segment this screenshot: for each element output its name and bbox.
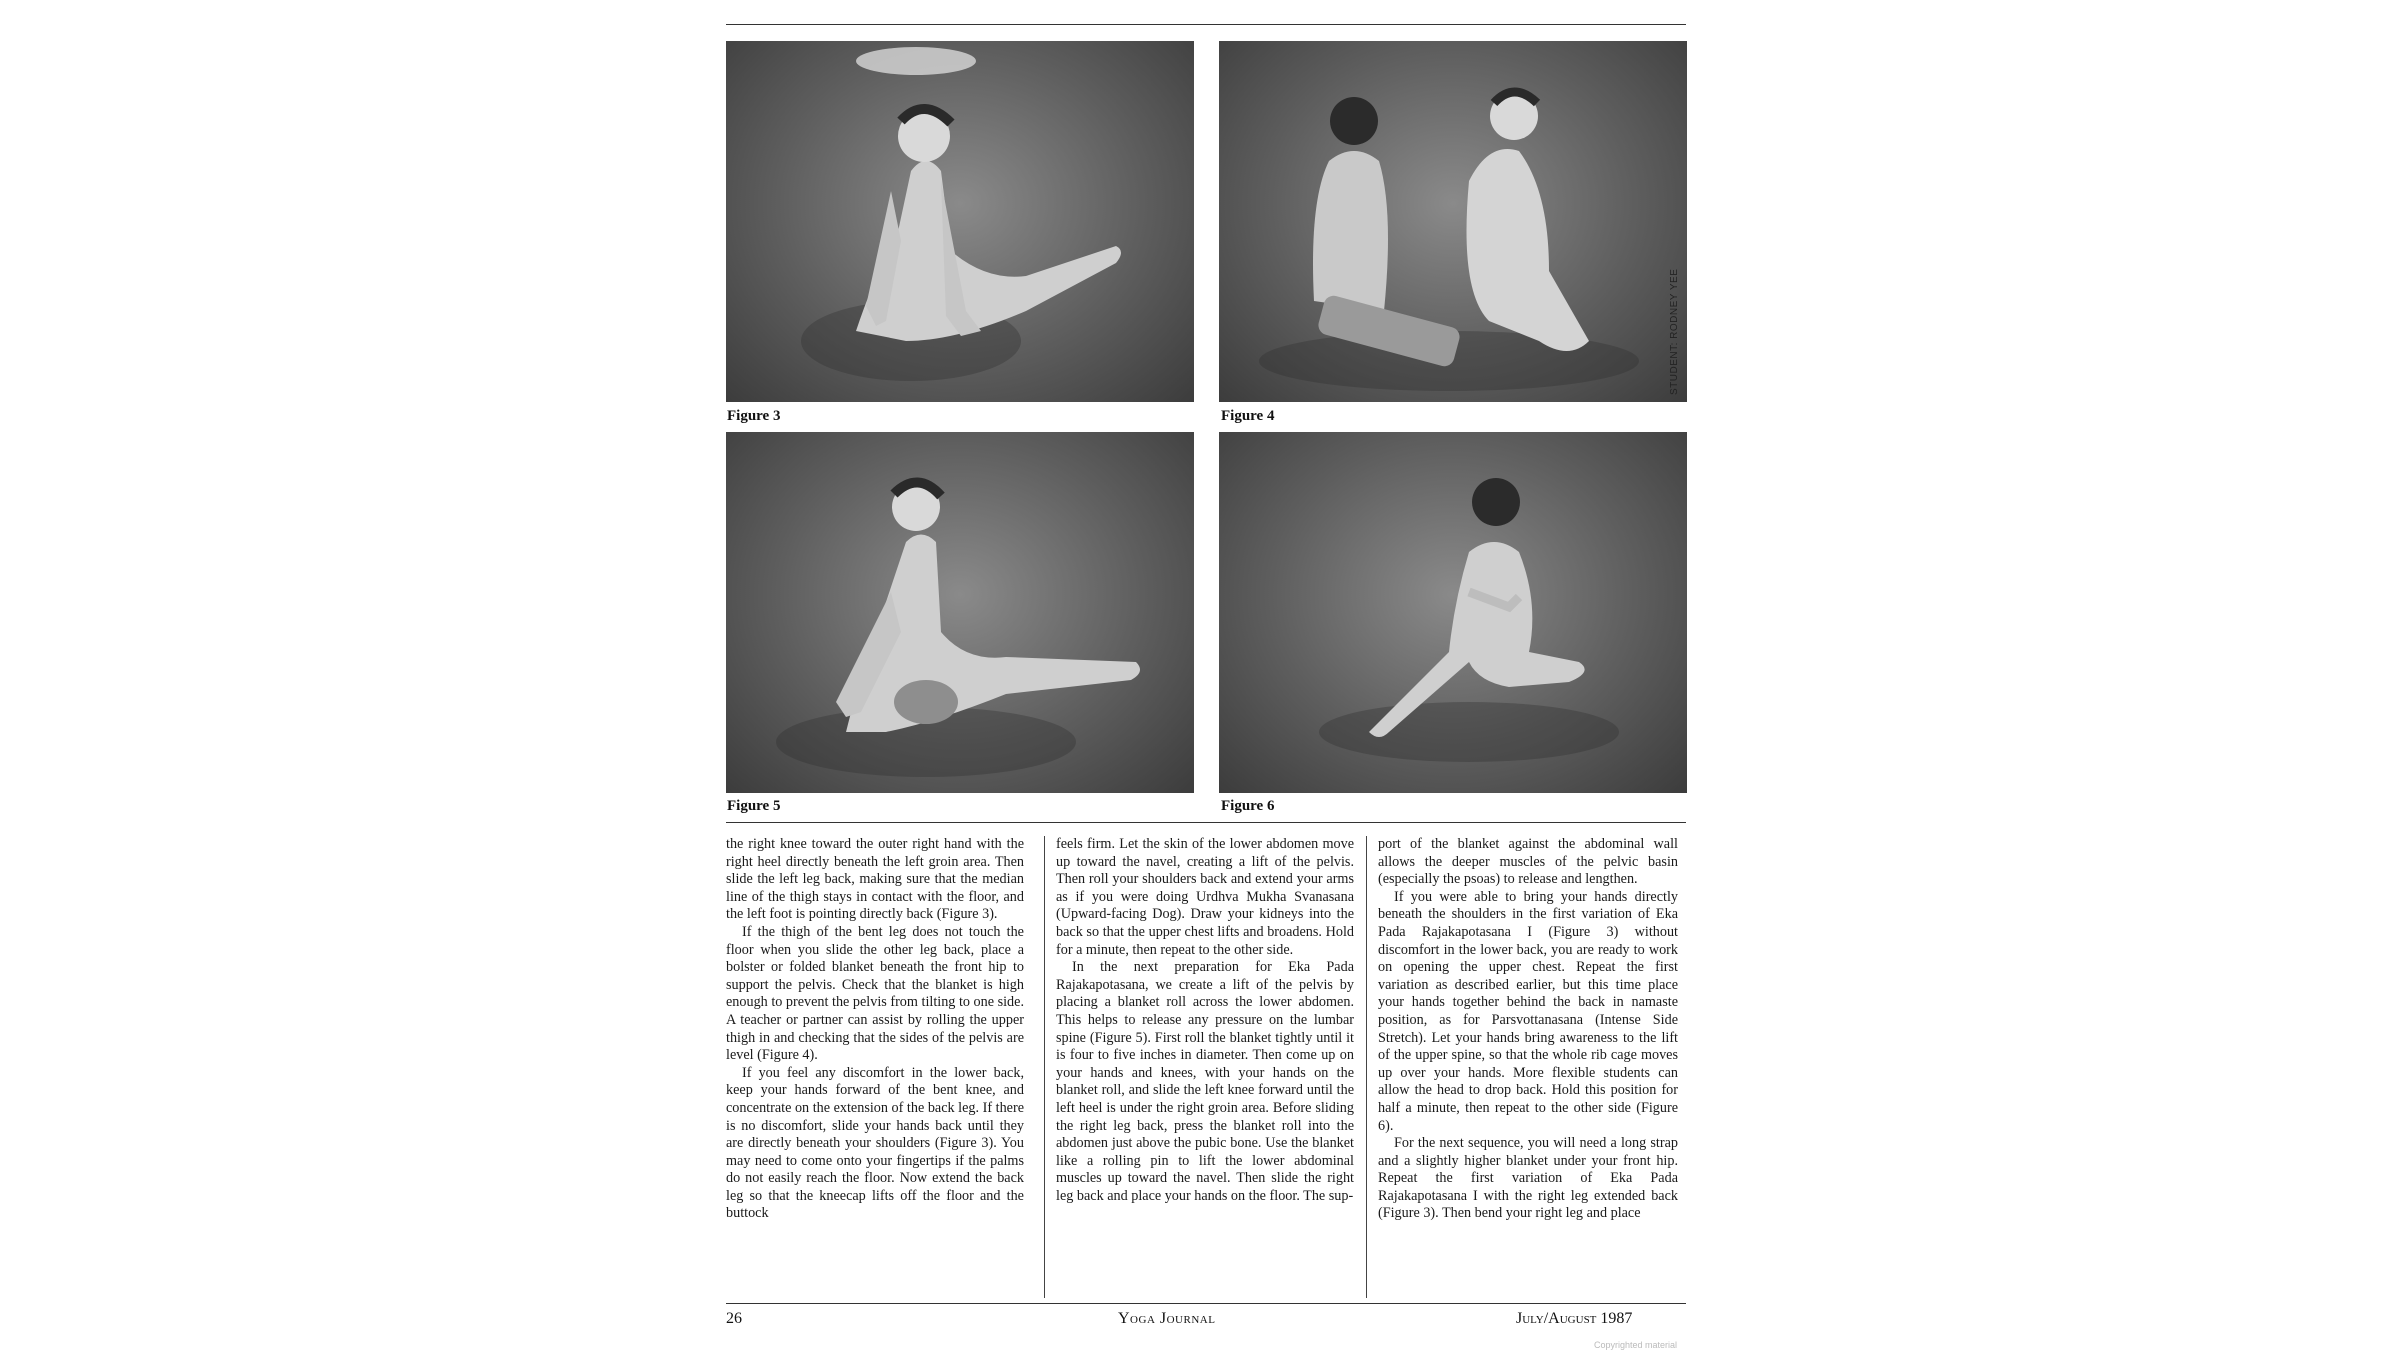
footer-rule xyxy=(726,1303,1686,1304)
paragraph: If you feel any discomfort in the lower back, keep your hands forward of the bent knee, and concentrate on the extension of the back leg. If there is no discomfort, slide your hands back until they are directly beneath your shoulders (Figure 3). You may need to come onto your fingertips if the palms do not easily reach the floor. Now extend the back leg so that the kneecap lifts off the floor and the buttock xyxy=(726,1064,1024,1222)
figure-3-photo xyxy=(726,41,1194,402)
paragraph: For the next sequence, you will need a long strap and a slightly higher blanket under your front hip. Repeat the first variation of Eka Pada Rajakapotasana I with the right leg extended back (Figure 3). Then bend your right leg and place xyxy=(1378,1135,1678,1222)
paragraph: port of the blanket against the abdominal wall allows the deeper muscles of the pelvic basin (especially the psoas) to release and lengthen. xyxy=(1378,836,1678,888)
figure-6-photo xyxy=(1219,432,1687,793)
page-number: 26 xyxy=(726,1310,742,1327)
figure-6-silhouette xyxy=(1219,432,1687,793)
figure-5-caption: Figure 5 xyxy=(727,798,781,814)
column-divider-1 xyxy=(1044,836,1045,1298)
paragraph: If the thigh of the bent leg does not touch the floor when you slide the other leg back, place a bolster or folded blanket beneath the front hip to support the pelvis. Check that the blanket is high enough to prevent the pelvis from tilting to one side. A teacher or partner can assist by rolling the upper thigh in and checking that the sides of the pelvis are level (Figure 4). xyxy=(726,923,1024,1064)
column-divider-2 xyxy=(1366,836,1367,1298)
figures-bottom-rule xyxy=(726,822,1686,823)
paragraph: If you were able to bring your hands directly beneath the shoulders in the first variation of Eka Pada Rajakapotasana I (Figure 3) without discomfort in the lower back, you are ready to work on opening the upper chest. Repeat the first variation as described earlier, but this time place your hands together behind the back in namaste position, as for Parsvottanasana (Intense Side Stretch). Let your hands bring awareness to the lift of the upper spine, so that the whole rib cage moves up over your hands. More flexible students can allow the head to drop back. Hold this position for half a minute, then repeat to the other side (Figure 6). xyxy=(1378,888,1678,1134)
paragraph: the right knee toward the outer right hand with the right heel directly beneath the left groin area. Then slide the left leg back, making sure that the median line of the thigh stays in contact with the floor, and the left foot is pointing directly back (Figure 3). xyxy=(726,836,1024,923)
copyright-watermark: Copyrighted material xyxy=(1594,1340,1678,1350)
photo-credit: STUDENT: RODNEY YEE xyxy=(1669,268,1680,395)
text-column-2 xyxy=(1056,836,1354,1296)
magazine-page xyxy=(726,0,1686,1350)
paragraph: In the next preparation for Eka Pada Rajakapotasana, we create a lift of the pelvis by placing a blanket roll across the lower abdomen. This helps to release any pressure on the lumbar spine (Figure 5). First roll the blanket tightly until it is four to five inches in diameter. Then come up on your hands and knees, with your hands on the blanket roll, and slide the left knee forward until the left heel is under the right groin area. Before sliding the right leg back, press the blanket roll into the abdomen just above the pubic bone. Use the blanket like a rolling pin to lift the lower abdominal muscles up toward the navel. Then slide the right leg back and place your hands on the floor. The sup- xyxy=(1056,959,1354,1204)
figure-4-silhouette xyxy=(1219,41,1687,402)
publication-name: Yoga Journal xyxy=(1118,1310,1216,1327)
figure-6-caption: Figure 6 xyxy=(1221,798,1275,814)
text-column-3 xyxy=(1378,836,1678,1296)
text-column-1 xyxy=(726,836,1024,1296)
issue-date: July/August 1987 xyxy=(1516,1310,1633,1327)
figure-3-silhouette xyxy=(726,41,1194,402)
figure-4-caption: Figure 4 xyxy=(1221,408,1275,424)
figure-3-caption: Figure 3 xyxy=(727,408,781,424)
paragraph: feels firm. Let the skin of the lower abdomen move up toward the navel, creating a lift of the pelvis. Then roll your shoulders back and extend your arms as if you were doing Urdhva Mukha Svanasana (Upward-facing Dog). Draw your kidneys into the back so that the upper chest lifts and broadens. Hold for a minute, then repeat to the other side. xyxy=(1056,836,1354,958)
top-rule xyxy=(726,24,1686,25)
figure-5-silhouette xyxy=(726,432,1194,793)
figure-4-photo xyxy=(1219,41,1687,402)
figure-5-photo xyxy=(726,432,1194,793)
